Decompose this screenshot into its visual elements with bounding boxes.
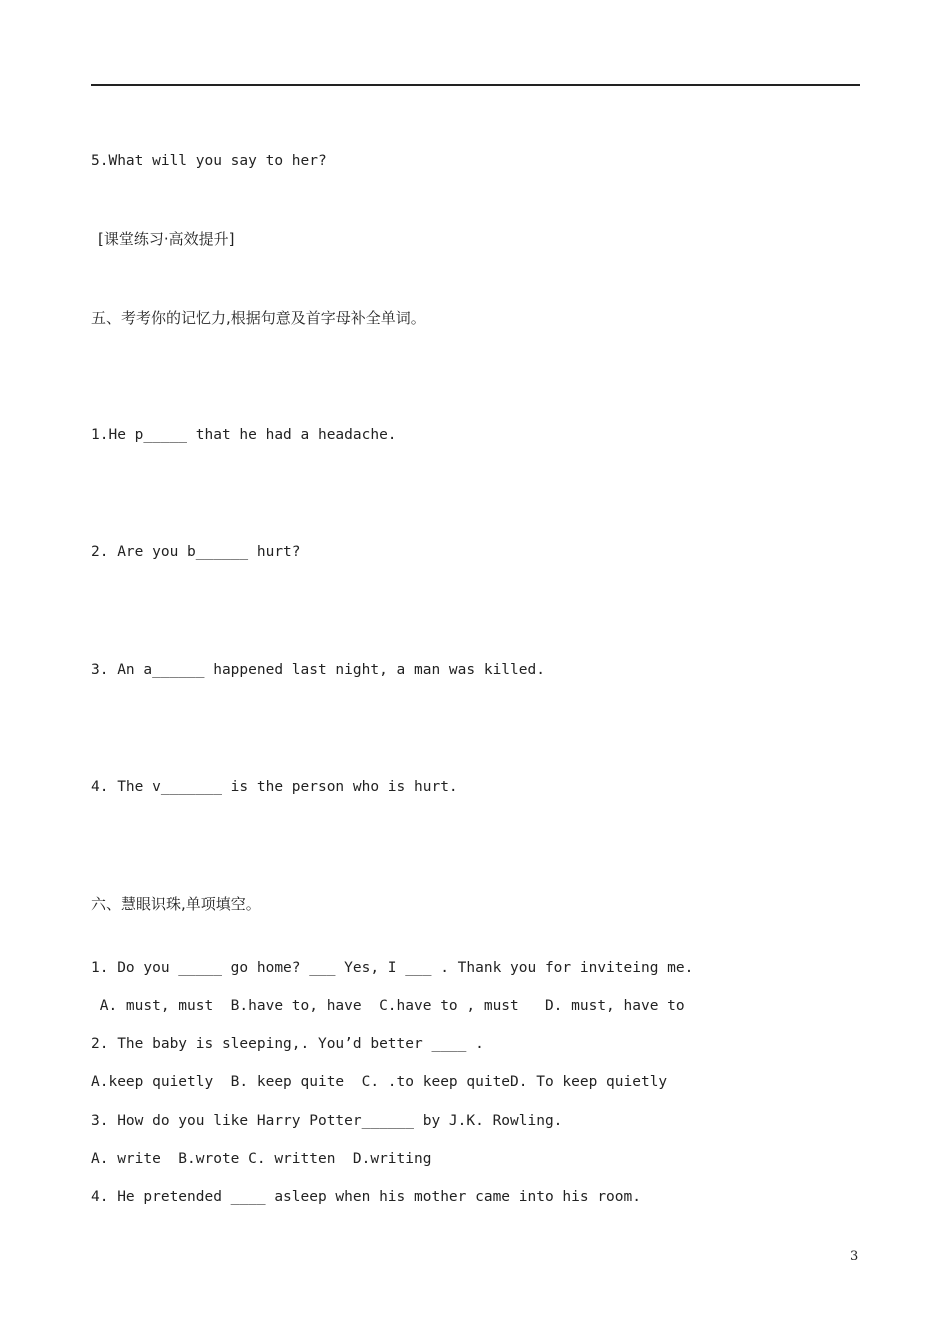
- section-6-line-6: A. write B.wrote C. written D.writing: [91, 1151, 432, 1167]
- header-rule: [91, 84, 860, 86]
- section-6-line-1: 1. Do you _____ go home? ___ Yes, I ___ . Thank you for inviteing me.: [91, 960, 694, 976]
- section-6-line-5: 3. How do you like Harry Potter______ by J.K. Rowling.: [91, 1113, 563, 1129]
- section-5-item-3: 3. An a______ happened last night, a man was killed.: [91, 662, 545, 678]
- section-6-line-3: 2. The baby is sleeping,. You’d better ____ .: [91, 1036, 484, 1052]
- question-5: 5.What will you say to her?: [91, 153, 327, 169]
- section-6-line-2: A. must, must B.have to, have C.have to , must D. must, have to: [91, 998, 685, 1014]
- page-number: 3: [850, 1249, 859, 1264]
- section-5-heading: 五、考考你的记忆力,根据句意及首字母补全单词。: [91, 309, 426, 327]
- section-6-line-4: A.keep quietly B. keep quite C. .to keep quiteD. To keep quietly: [91, 1074, 668, 1090]
- section-5-item-2: 2. Are you b______ hurt?: [91, 544, 301, 560]
- section-6-heading: 六、慧眼识珠,单项填空。: [91, 895, 261, 913]
- section-5-item-1: 1.He p_____ that he had a headache.: [91, 427, 397, 443]
- section-5-item-4: 4. The v_______ is the person who is hurt.: [91, 779, 458, 795]
- section-6-line-7: 4. He pretended ____ asleep when his mother came into his room.: [91, 1189, 641, 1205]
- section-tag: [课堂练习·高效提升]: [98, 230, 235, 248]
